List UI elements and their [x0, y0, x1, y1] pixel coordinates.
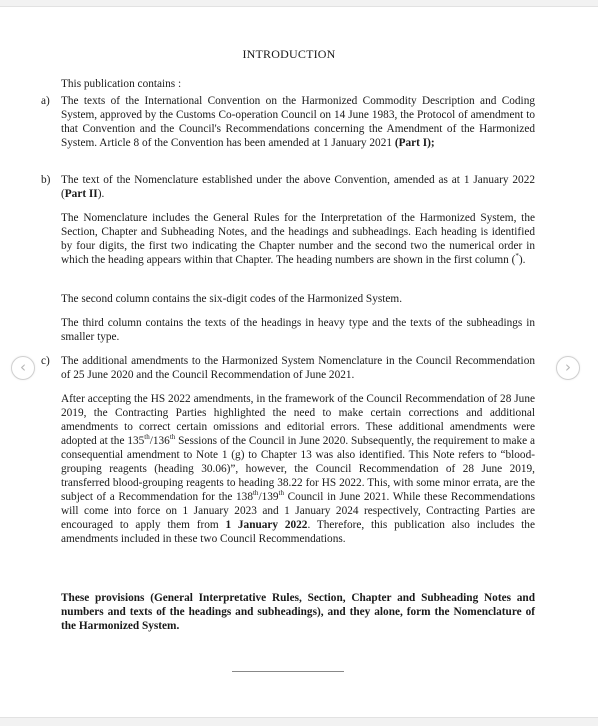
amendments-text-6: . Therefore, this publication also includes the amendments included in these two Council Recommendations.: [61, 519, 535, 545]
second-column-paragraph: The second column contains the six-digit codes of the Harmonized System.: [61, 293, 403, 305]
amendments-bold-date: 1 January 2022: [225, 519, 308, 531]
amendments-sup-2: th: [169, 433, 176, 442]
list-item-b-end: ).: [97, 188, 105, 200]
asterisk-superscript: *: [515, 252, 519, 261]
list-item-a-text: The texts of the International Convention on the Harmonized Commodity Description and Coding System, approved by the Customs Co-operation Council on 14 June 1983, the Protocol of amendment to that Convention and the Council's Recommendations concerning the Amendment of the Harmonized System. Article 8 of the Convention has been amended at 1 January 2021: [61, 95, 535, 149]
document-page: [0, 7, 598, 717]
amendments-text-5: Council in June 2021. While these Recommendations will come into force on 1 January 2023 and 1 January 2024 respectively, Contracting Parties are encouraged to apply them from: [61, 491, 535, 531]
amendments-paragraph: [61, 392, 535, 546]
list-item-b-bold: Part II: [64, 188, 98, 200]
top-frame-edge: [0, 0, 598, 7]
list-item-b: [61, 173, 535, 201]
amendments-text-3: Sessions of the Council in June 2020. Subsequently, the requirement to make a consequential amendment to Note 1 (g) to Chapter 13 was also identified. This Note refers to “blood-grouping reagents (heading 30.06)”, however, the Council Recommendation of 28 June 2019, transferred blood-grouping reagents to heading 38.22 for HS 2022. This, with some minor errata, are the subject of a Recommendation for the 138: [61, 435, 536, 503]
list-item-b-text: The text of the Nomenclature established under the above Convention, amended as at 1 January 2022 (: [61, 174, 535, 200]
amendments-text-2: /136: [149, 435, 170, 447]
list-item-a: [61, 94, 535, 150]
list-marker-c: c): [41, 355, 50, 367]
third-column-paragraph: The third column contains the texts of the headings in heavy type and the texts of the subheadings in smaller type.: [61, 317, 535, 343]
list-marker-a: a): [41, 95, 50, 107]
amendments-text-4: /139: [258, 491, 279, 503]
amendments-sup-1: th: [144, 433, 150, 442]
nomenclature-end: ).: [518, 254, 526, 266]
intro-line: This publication contains :: [61, 78, 182, 90]
footnote-divider: [232, 671, 344, 672]
chevron-left-icon[interactable]: ‹: [11, 356, 35, 380]
list-marker-b: b): [41, 174, 51, 186]
amendments-text-1: After accepting the HS 2022 amendments, in the framework of the Council Recommendation of 28 June 2019, the Contracting Parties highlighted the need to make certain corrections and additional amendments to correct certain omissions and editorial errors. These additional amendments were adopted at the 135: [61, 393, 535, 447]
page-title: INTRODUCTION: [242, 47, 336, 61]
amendments-sup-3: th: [252, 489, 259, 498]
amendments-sup-4: th: [278, 489, 284, 498]
chevron-right-icon[interactable]: ›: [556, 356, 580, 380]
nomenclature-paragraph: [61, 211, 535, 267]
list-item-a-bold: (Part I);: [394, 137, 435, 149]
list-item-c: The additional amendments to the Harmonized System Nomenclature in the Council Recommendation of 25 June 2020 and the Council Recommendation of June 2021.: [61, 355, 535, 381]
nomenclature-text: The Nomenclature includes the General Rules for the Interpretation of the Harmonized System, the Section, Chapter and Subheading Notes, and the headings and subheadings. Each heading is identified by four digits, the first two indicating the Chapter number and the second two the numerical order in which the heading appears within that Chapter. The heading numbers are shown in the first column (: [61, 212, 535, 266]
closing-statement: These provisions (General Interpretative Rules, Section, Chapter and Subheading Notes and numbers and texts of the headings and subheadings), and they alone, form the Nomenclature of the Harmonized System.: [61, 592, 535, 632]
